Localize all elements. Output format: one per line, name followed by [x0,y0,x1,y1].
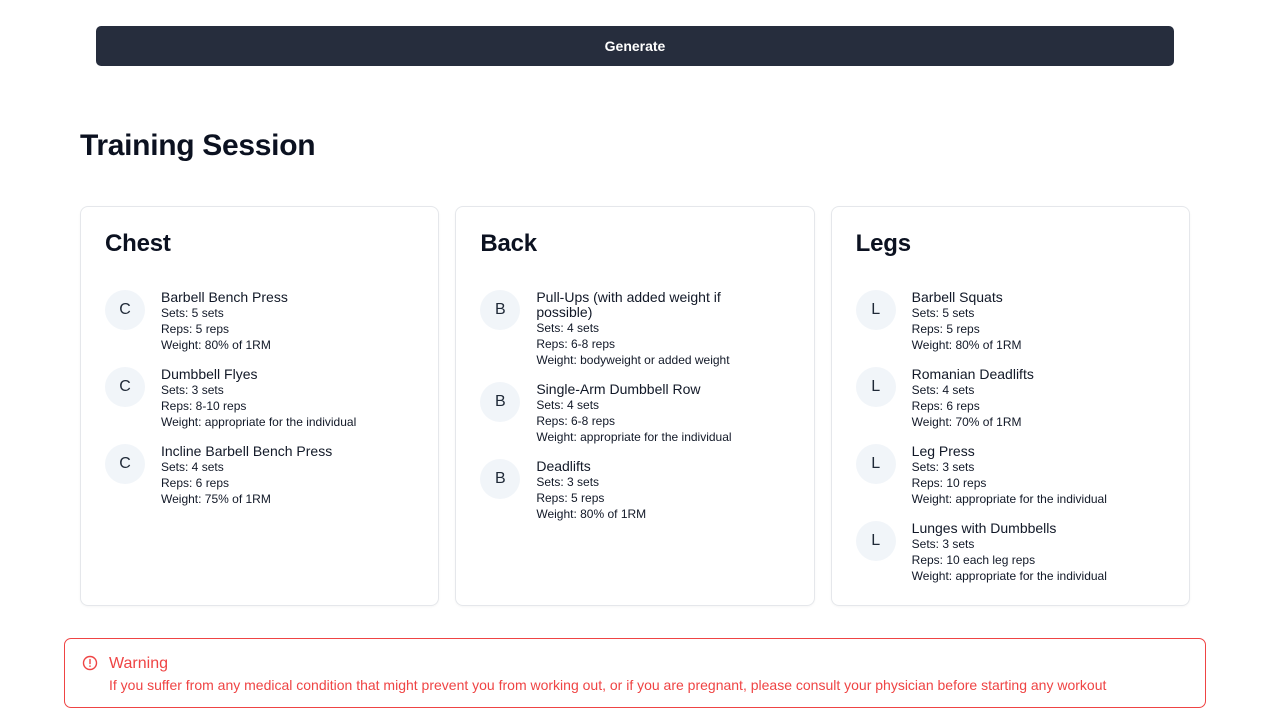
muscle-group-card-back [455,206,814,606]
avatar: L [856,521,896,561]
exercise-sets: Sets: 4 sets [536,398,600,412]
exercise-name: Romanian Deadlifts [911,366,1034,382]
exercise-sets: Sets: 4 sets [911,383,975,397]
exercise-name: Incline Barbell Bench Press [161,443,333,459]
exercise-item [480,382,789,445]
exercise-sets: Sets: 3 sets [911,460,975,474]
exercise-sets: Sets: 3 sets [911,537,975,551]
exercise-weight: Weight: bodyweight or added weight [536,353,730,367]
exercise-weight: Weight: 80% of 1RM [536,507,647,521]
exercise-sets: Sets: 3 sets [536,475,600,489]
exercise-weight: Weight: 80% of 1RM [911,338,1022,352]
exercise-sets: Sets: 5 sets [161,306,224,320]
exercise-item [856,521,1165,584]
alert-circle-icon [82,655,98,671]
exercise-reps: Reps: 6 reps [911,399,980,413]
exercise-name: Deadlifts [536,458,591,474]
exercise-item [856,444,1165,507]
exercise-item [856,290,1165,353]
warning-title: Warning [109,655,168,672]
avatar: L [856,290,896,330]
exercise-name: Lunges with Dumbbells [911,520,1057,536]
muscle-group-cards [80,206,1190,606]
exercise-reps: Reps: 5 reps [161,322,230,336]
warning-alert [64,638,1206,708]
avatar: L [856,367,896,407]
exercise-name: Dumbbell Flyes [161,366,258,382]
exercise-weight: Weight: 70% of 1RM [911,415,1022,429]
avatar: C [105,444,145,484]
exercise-reps: Reps: 8-10 reps [161,399,247,413]
generate-button[interactable]: Generate [96,26,1174,66]
exercise-reps: Reps: 10 reps [911,476,987,490]
exercise-item [480,459,789,522]
muscle-group-card-chest [80,206,439,606]
avatar: B [480,382,520,422]
exercise-name: Pull-Ups (with added weight if possible) [536,289,721,320]
exercise-reps: Reps: 5 reps [536,491,605,505]
exercise-name: Barbell Squats [911,289,1003,305]
warning-text: If you suffer from any medical condition that might prevent you from working out, or if you are pregnant, please consult your physician before starting any workout [109,677,1107,693]
exercise-weight: Weight: 80% of 1RM [161,338,271,352]
exercise-reps: Reps: 6-8 reps [536,337,616,351]
exercise-item [105,290,414,353]
exercise-sets: Sets: 5 sets [911,306,975,320]
page-title: Training Session [80,129,316,162]
exercise-sets: Sets: 3 sets [161,383,224,397]
avatar: B [480,459,520,499]
exercise-weight: Weight: appropriate for the individual [911,569,1107,583]
exercise-reps: Reps: 6-8 reps [536,414,616,428]
exercise-name: Single-Arm Dumbbell Row [536,381,701,397]
exercise-sets: Sets: 4 sets [536,321,600,335]
exercise-weight: Weight: appropriate for the individual [161,415,357,429]
exercise-reps: Reps: 6 reps [161,476,230,490]
exercise-weight: Weight: appropriate for the individual [911,492,1107,506]
exercise-reps: Reps: 5 reps [911,322,980,336]
exercise-item [105,367,414,430]
muscle-group-card-legs [831,206,1190,606]
exercise-item [856,367,1165,430]
exercise-reps: Reps: 10 each leg reps [911,553,1036,567]
avatar: C [105,367,145,407]
card-title: Chest [105,230,171,257]
exercise-name: Barbell Bench Press [161,289,288,305]
exercise-name: Leg Press [911,443,975,459]
avatar: B [480,290,520,330]
exercise-item [105,444,414,507]
avatar: L [856,444,896,484]
exercise-sets: Sets: 4 sets [161,460,224,474]
avatar: C [105,290,145,330]
exercise-weight: Weight: appropriate for the individual [536,430,732,444]
card-title: Back [480,230,537,257]
exercise-weight: Weight: 75% of 1RM [161,492,271,506]
card-title: Legs [855,230,911,257]
exercise-item [480,290,789,368]
